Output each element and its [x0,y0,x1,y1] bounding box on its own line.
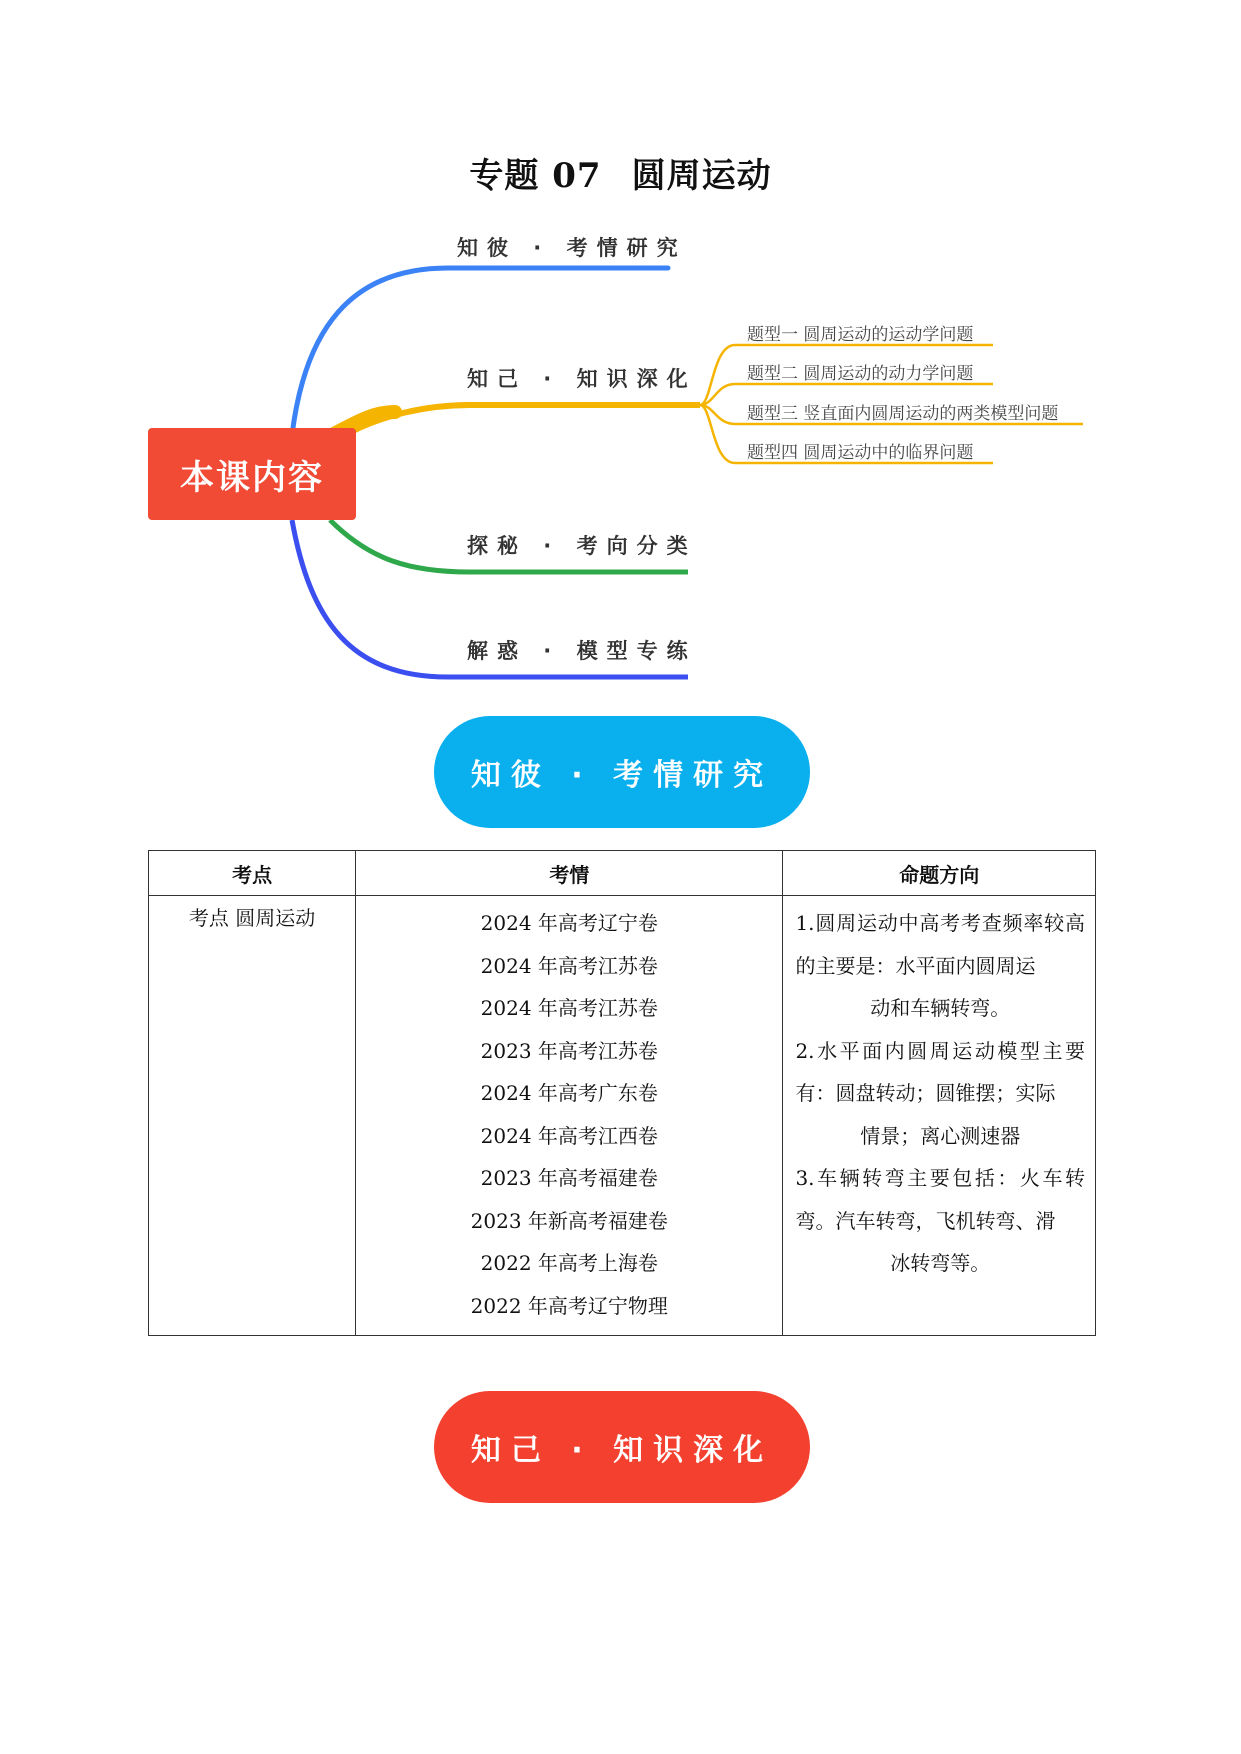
mindmap-root: 本课内容 [148,428,356,520]
subtopic-2: 题型二 圆周运动的动力学问题 [747,364,974,384]
branch-label-1: 知彼 · 考情研究 [457,236,687,260]
branch-label-3: 探秘 · 考向分类 [467,534,697,558]
situation-item: 2024 年高考江西卷 [480,1123,658,1148]
situation-item: 2024 年高考广东卷 [480,1081,658,1105]
situation-item: 2024 年高考江苏卷 [480,953,658,978]
branch-label-2: 知己 · 知识深化 [467,367,697,391]
direction-item-2: 2.水平面内圆周运动模型主要有：圆盘转动；圆锥摆；实际 [795,1038,1085,1105]
mind-map-connectors [0,0,1241,720]
section-banner-1: 知彼 · 考情研究 [434,716,810,828]
section-banner-2: 知己 · 知识深化 [434,1391,810,1503]
header-point: 考点 [149,851,356,896]
table-header-row [149,851,1096,896]
cell-directions [783,896,1096,1336]
situation-item: 2023 年新高考福建卷 [470,1208,668,1233]
situation-item: 2023 年高考江苏卷 [480,1038,658,1063]
direction-item-2-tail: 情景；离心测速器 [860,1123,1021,1148]
title-main: 圆周运动 [631,156,772,196]
situation-item: 2023 年高考福建卷 [480,1166,658,1190]
title-prefix: 专题 07 [469,156,602,196]
cell-point: 考点 圆周运动 [149,896,356,1336]
cell-situations [356,896,783,1336]
exam-table [148,850,1096,1336]
situation-item: 2024 年高考江苏卷 [480,996,658,1020]
direction-item-3-tail: 冰转弯等。 [890,1251,991,1275]
subtopic-4: 题型四 圆周运动中的临界问题 [747,443,974,463]
mind-map [0,0,1241,720]
branch-label-4: 解惑 · 模型专练 [467,639,697,663]
direction-item-1: 1.圆周运动中高考考查频率较高的主要是：水平面内圆周运 [795,911,1085,978]
header-direction: 命题方向 [783,851,1096,896]
situation-item: 2022 年高考辽宁物理 [470,1293,668,1318]
direction-item-1-tail: 动和车辆转弯。 [870,996,1011,1020]
header-situation: 考情 [356,851,783,896]
direction-item-3: 3.车辆转弯主要包括：火车转弯。汽车转弯，飞机转弯、滑 [795,1166,1085,1233]
situation-item: 2022 年高考上海卷 [480,1251,658,1275]
situation-item: 2024 年高考辽宁卷 [480,911,658,935]
table-row [149,896,1096,1336]
subtopic-3: 题型三 竖直面内圆周运动的两类模型问题 [747,404,1059,424]
subtopic-1: 题型一 圆周运动的运动学问题 [747,325,974,345]
